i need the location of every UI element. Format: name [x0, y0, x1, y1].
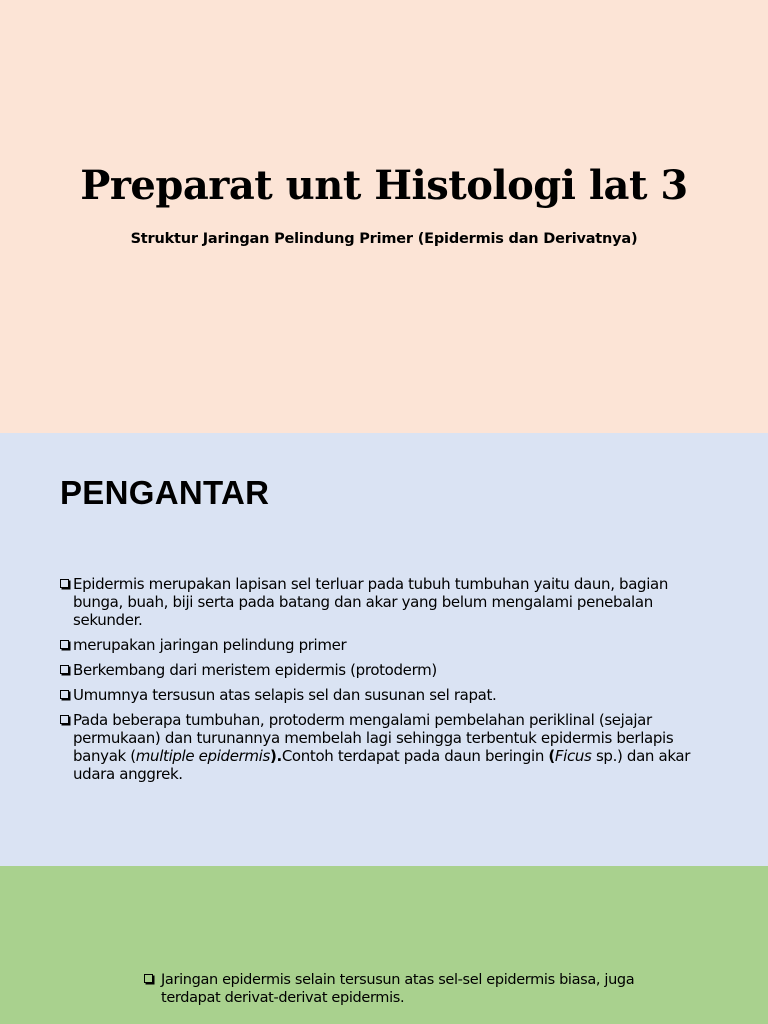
- bullet-text: Berkembang dari meristem epidermis (protoderm): [73, 661, 437, 679]
- bullet-italic-term: multiple epidermis: [135, 747, 270, 765]
- bullet-bold-punct: (: [548, 747, 555, 765]
- derivative-bullet-list: [144, 971, 644, 1007]
- checkbox-bullet-icon: [60, 690, 69, 699]
- derivative-slide: [0, 866, 768, 1024]
- intro-bullet-list: [60, 575, 715, 790]
- slide-title: Preparat unt Histologi lat 3: [80, 162, 688, 209]
- bullet-text: merupakan jaringan pelindung primer: [73, 636, 347, 654]
- list-item: [60, 711, 715, 783]
- bullet-text: Umumnya tersusun atas selapis sel dan susunan sel rapat.: [73, 686, 497, 704]
- intro-slide: [0, 433, 768, 866]
- intro-heading: PENGANTAR: [60, 474, 270, 511]
- bullet-bold-punct: ).: [269, 747, 282, 765]
- bullet-text: Jaringan epidermis selain tersusun atas sel-sel epidermis biasa, juga terdapat derivat-derivat epidermis.: [161, 972, 635, 1006]
- checkbox-bullet-icon: [60, 579, 69, 588]
- bullet-italic-term: Ficus: [554, 747, 592, 765]
- list-item: [60, 636, 715, 654]
- list-item: [60, 661, 715, 679]
- checkbox-bullet-icon: [60, 715, 69, 724]
- checkbox-bullet-icon: [144, 974, 153, 983]
- list-item: [60, 575, 715, 629]
- list-item: [144, 971, 644, 1007]
- bullet-text: Epidermis merupakan lapisan sel terluar pada tubuh tumbuhan yaitu daun, bagian bunga, buah, biji serta pada batang dan akar yang belum mengalami penebalan sekunder.: [73, 575, 669, 629]
- list-item: [60, 686, 715, 704]
- bullet-text-part: Contoh terdapat pada daun beringin: [281, 747, 549, 765]
- checkbox-bullet-icon: [60, 665, 69, 674]
- slide-subtitle: Struktur Jaringan Pelindung Primer (Epidermis dan Derivatnya): [130, 231, 638, 247]
- title-slide: [0, 0, 768, 433]
- bullet-text-part: Pada beberapa tumbuhan, protoderm mengalami pembelahan periklinal (sejajar permukaan) dan turunannya membelah lagi sehingga terbentuk epidermis berlapis banyak (: [73, 711, 674, 765]
- bullet-text-part: sp.) dan akar udara anggrek.: [73, 747, 691, 783]
- checkbox-bullet-icon: [60, 640, 69, 649]
